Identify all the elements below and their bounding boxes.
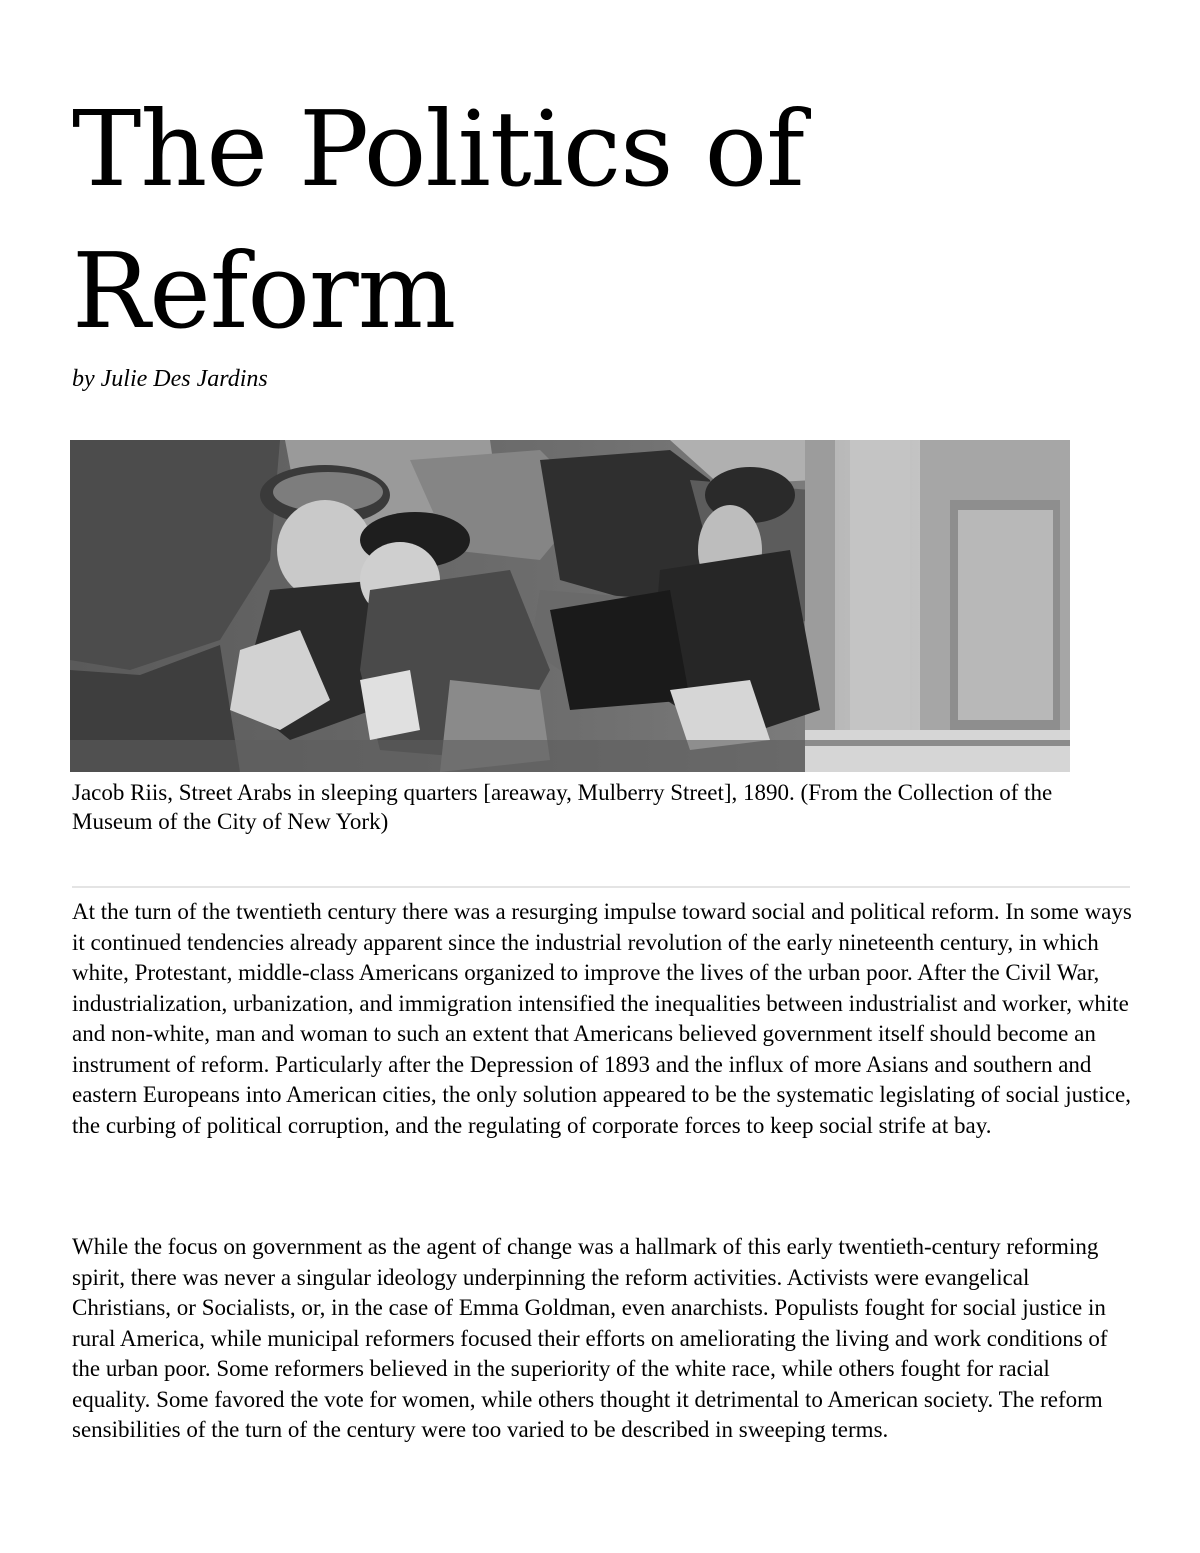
- historical-photograph: [70, 440, 1070, 772]
- document-title: The Politics of Reform: [72, 88, 804, 352]
- figure-caption: Jacob Riis, Street Arabs in sleeping quarters [areaway, Mulberry Street], 1890. (From the Collection of the Museum of the City of New York): [72, 780, 1053, 834]
- photograph-image: [70, 440, 1070, 772]
- section-divider: [72, 886, 1130, 888]
- byline: by Julie Des Jardins: [72, 366, 268, 392]
- body-paragraph-2: While the focus on government as the agent of change was a hallmark of this early twentieth-century reforming spirit, there was never a singular ideology underpinning the reform activities. Activists were evangelical Christians, or Socialists, or, in the case of Emma Goldman, even anarchists. Populists fought for social justice in rural America, while municipal reformers focused their efforts on ameliorating the living and work conditions of the urban poor. Some reformers believed in the superiority of the white race, while others fought for racial equality. Some favored the vote for women, while others thought it detrimental to American society. The reform sensibilities of the turn of the century were too varied to be described in sweeping terms.: [72, 1234, 1108, 1442]
- body-paragraph-1: At the turn of the twentieth century there was a resurging impulse toward social and political reform. In some ways it continued tendencies already apparent since the industrial revolution of the early nineteenth century, in which white, Protestant, middle-class Americans organized to improve the lives of the urban poor. After the Civil War, industrialization, urbanization, and immigration intensified the inequalities between industrialist and worker, white and non-white, man and woman to such an extent that Americans believed government itself should become an instrument of reform. Particularly after the Depression of 1893 and the influx of more Asians and southern and eastern Europeans into American cities, the only solution appeared to be the systematic legislating of social justice, the curbing of political corruption, and the regulating of corporate forces to keep social strife at bay.: [72, 899, 1132, 1138]
